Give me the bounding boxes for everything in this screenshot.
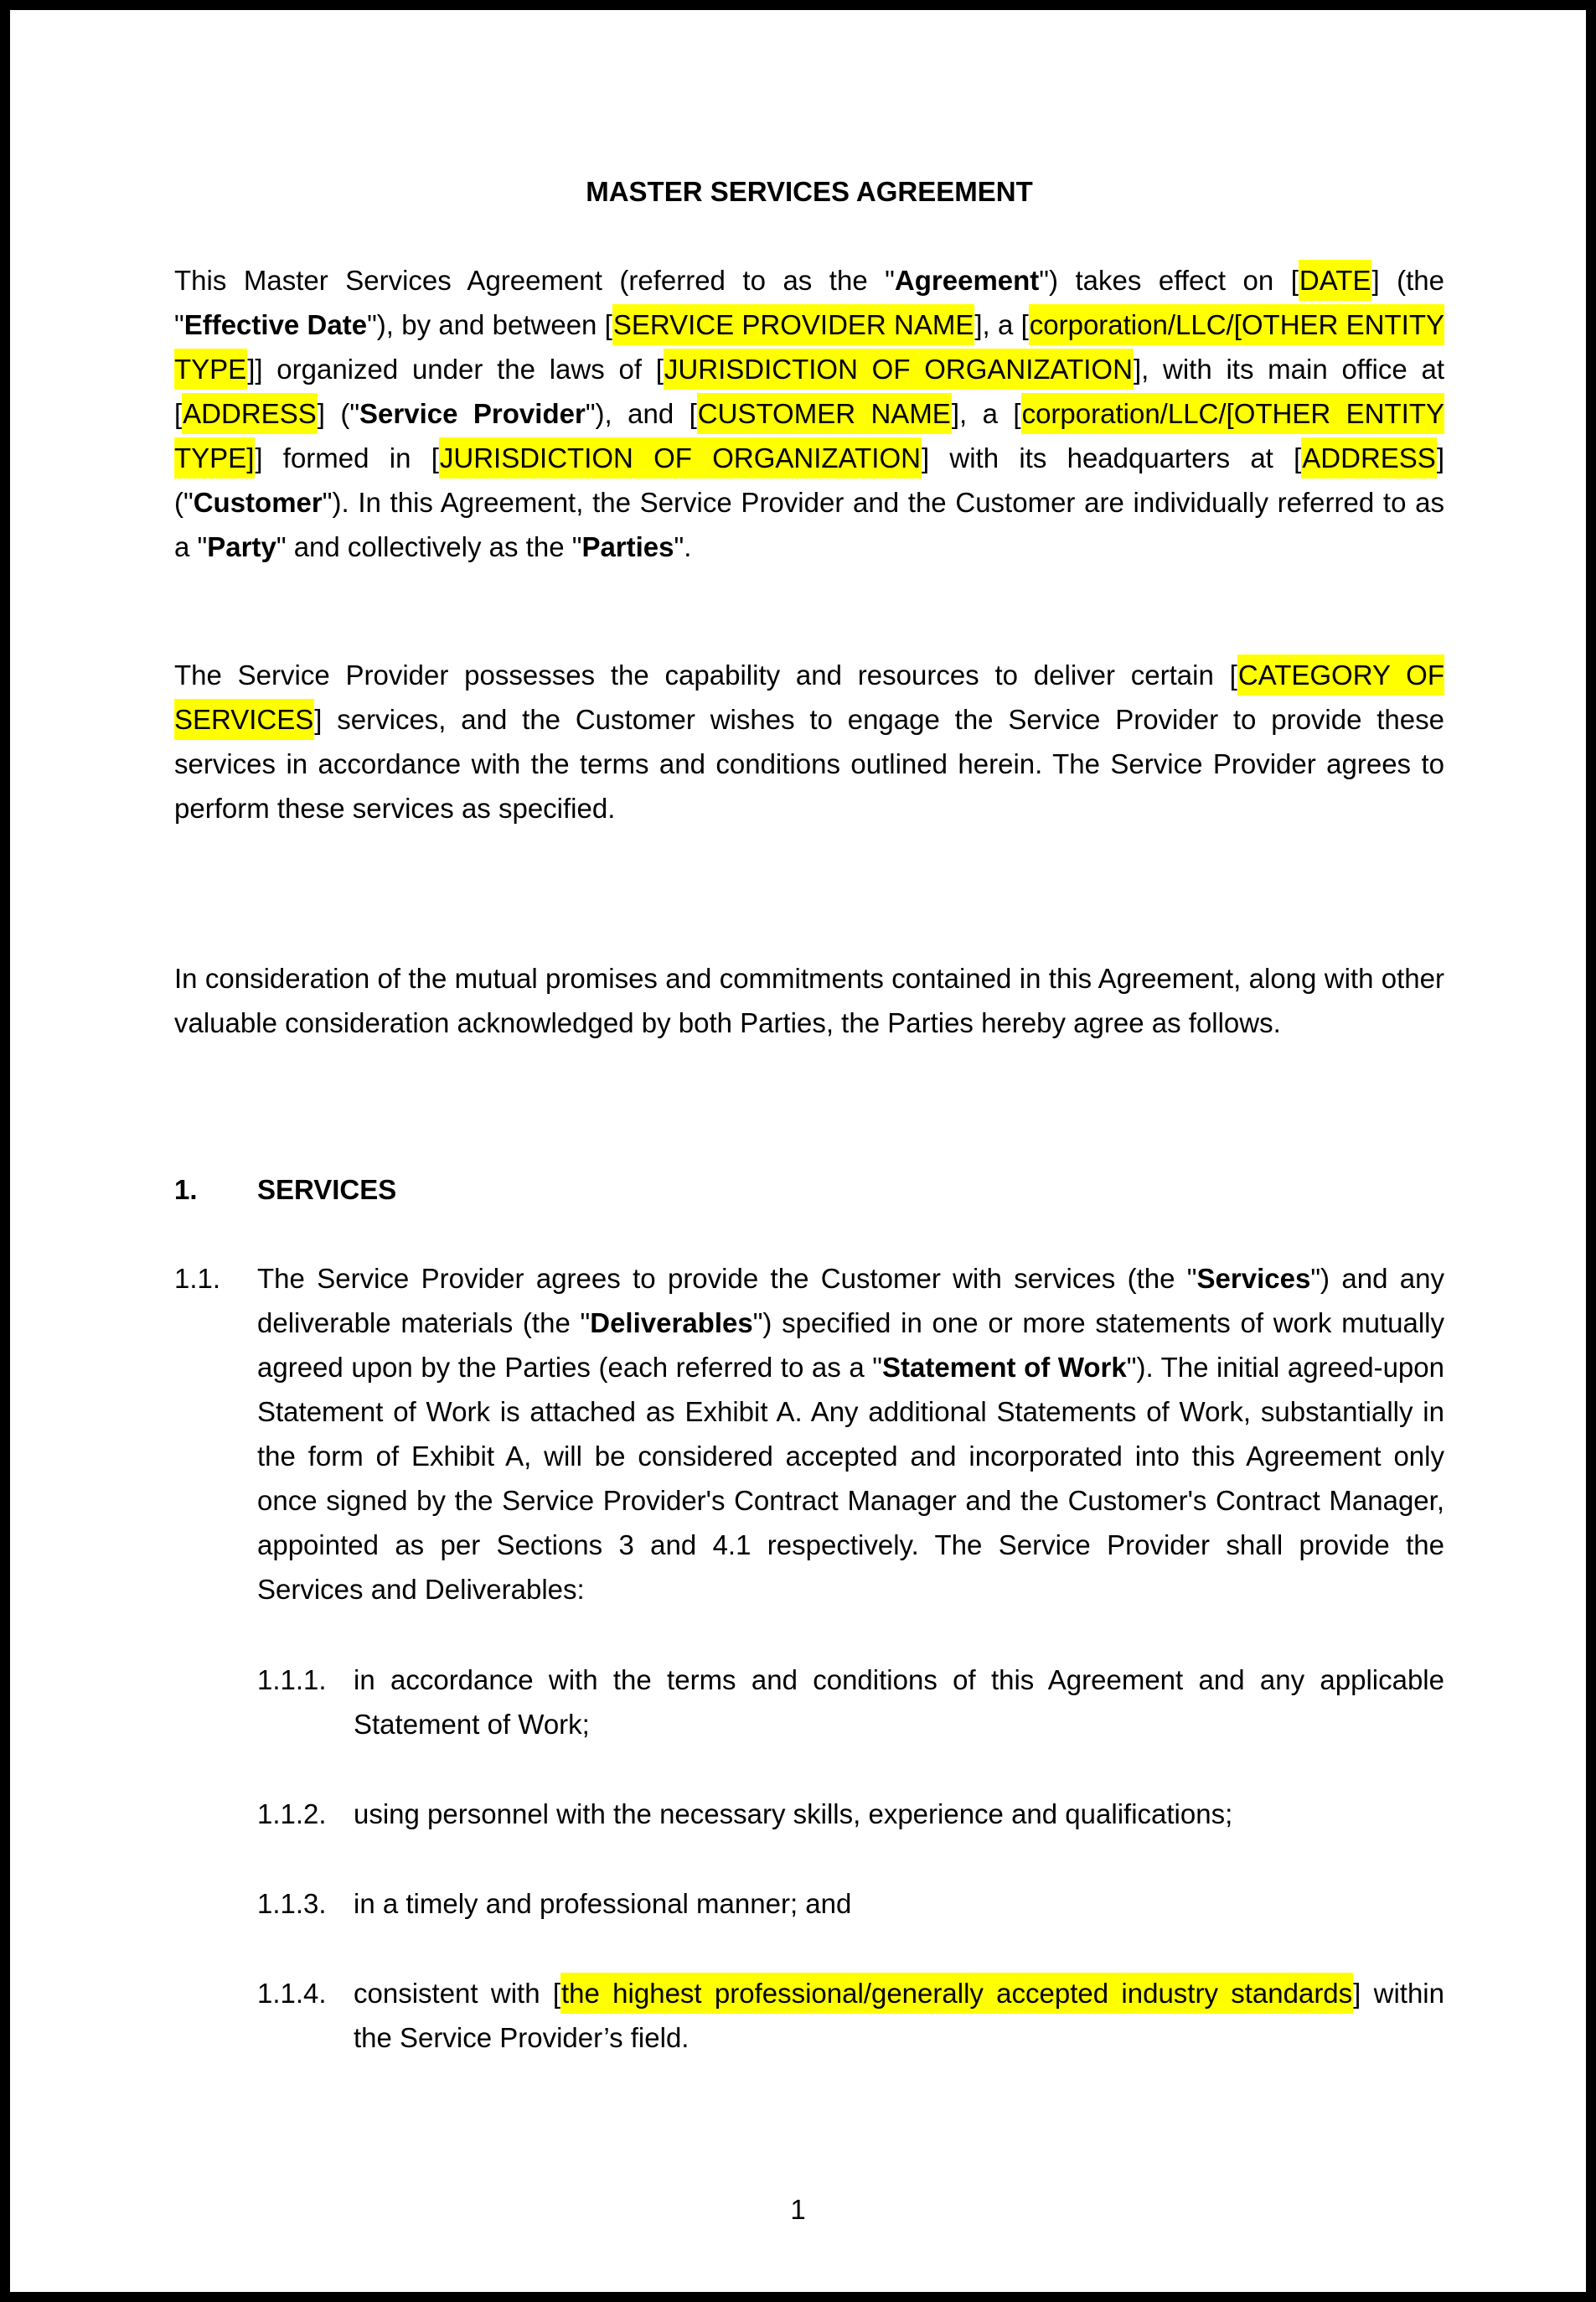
highlighted-placeholder: DATE: [1299, 260, 1372, 301]
clause-1-1-3-text: in a timely and professional manner; and: [354, 1888, 852, 1919]
clause-1-1-4-text: consistent with [the highest professional/generally accepted industry standards] within the Service Provider’s field.: [354, 1971, 1444, 2060]
highlighted-placeholder: ADDRESS: [1301, 437, 1437, 479]
highlighted-placeholder: SERVICE PROVIDER NAME: [612, 304, 975, 345]
clause-1-1-2-number: 1.1.2.: [257, 1798, 327, 1829]
highlighted-placeholder: JURISDICTION OF ORGANIZATION: [439, 437, 922, 479]
paragraph-recitals: The Service Provider possesses the capability and resources to deliver certain [CATEGORY OF SERVICES] services, and the Customer wishes to engage the Service Provider to provide these services in accordance with the terms and conditions outlined herein. The Service Provider agrees to perform these services as specified.: [174, 653, 1444, 830]
clause-1-1-2-text: using personnel with the necessary skills, experience and qualifications;: [354, 1798, 1233, 1829]
highlighted-placeholder: CUSTOMER NAME: [697, 393, 952, 434]
clause-1-1-4: [174, 1971, 1444, 2060]
clause-1-1-3-number: 1.1.3.: [257, 1888, 327, 1919]
paragraph-consideration: In consideration of the mutual promises and commitments contained in this Agreement, along with other valuable consideration acknowledged by both Parties, the Parties hereby agree as follows.: [174, 963, 1444, 1038]
clause-1-1-2: [174, 1792, 1444, 1836]
highlighted-placeholder: ADDRESS: [182, 393, 318, 434]
clause-1-1-text: The Service Provider agrees to provide the Customer with services (the "Services") and any deliverable materials (the "Deliverables") specified in one or more statements of work mutually agreed upon by the Parties (each referred to as a "Statement of Work"). The initial agreed-upon Statement of Work is attached as Exhibit A. Any additional Statements of Work, substantially in the form of Exhibit A, will be considered accepted and incorporated into this Agreement only once signed by the Service Provider's Contract Manager and the Customer's Contract Manager, appointed as per Sections 3 and 4.1 respectively. The Service Provider shall provide the Services and Deliverables:: [257, 1263, 1444, 1605]
highlighted-placeholder: corporation/LLC/[OTHER ENTITY TYPE]: [174, 393, 1444, 479]
clause-1-1: [174, 1256, 1444, 1611]
document-title: MASTER SERVICES AGREEMENT: [586, 176, 1033, 207]
section-1-number: 1.: [174, 1174, 198, 1205]
clause-1-1-number: 1.1.: [174, 1263, 221, 1294]
section-1-title: SERVICES: [257, 1174, 397, 1205]
clause-1-1-4-number: 1.1.4.: [257, 1978, 327, 2009]
page-number: 1: [790, 2194, 806, 2225]
highlighted-placeholder: JURISDICTION OF ORGANIZATION: [664, 349, 1134, 390]
highlighted-placeholder: the highest professional/generally accepted industry standards: [560, 1973, 1353, 2014]
clause-1-1-1-text: in accordance with the terms and conditions of this Agreement and any applicable Statement of Work;: [354, 1664, 1444, 1740]
highlighted-placeholder: CATEGORY OF SERVICES: [174, 654, 1444, 740]
clause-1-1-3: [174, 1881, 1444, 1926]
clause-1-1-1: [174, 1658, 1444, 1746]
paragraph-intro: This Master Services Agreement (referred to as the "Agreement") takes effect on [DATE] (the "Effective Date"), by and between [SERVICE PROVIDER NAME], a [corporation/LLC/[OTHER ENTITY TYPE]] organized under the laws of [JURISDICTION OF ORGANIZATION], with its main office at [ADDRESS] ("Service Provider"), and [CUSTOMER NAME], a [corporation/LLC/[OTHER ENTITY TYPE]] formed in [JURISDICTION OF ORGANIZATION] with its headquarters at [ADDRESS] ("Customer"). In this Agreement, the Service Provider and the Customer are individually referred to as a "Party" and collectively as the "Parties".: [174, 258, 1444, 569]
section-1-heading: [174, 1167, 1444, 1212]
highlighted-placeholder: corporation/LLC/[OTHER ENTITY TYPE: [174, 304, 1444, 390]
clause-1-1-1-number: 1.1.1.: [257, 1664, 327, 1695]
document-content: [174, 10, 1444, 2105]
